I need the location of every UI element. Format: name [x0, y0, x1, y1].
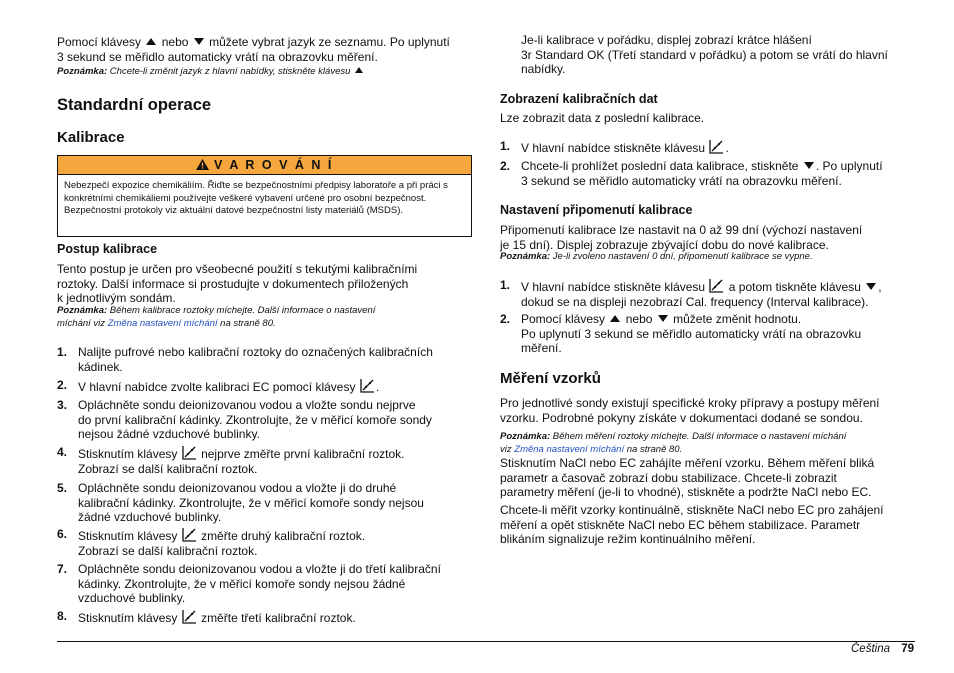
- footer-divider: [57, 641, 915, 642]
- down-arrow-icon: [194, 38, 204, 45]
- nacl-measurement-text: Stisknutím NaCl nebo EC zahájíte měření vzorku. Během měření bliká parametr a časovač zobrazí dobu stabilizace. Chcete-li zobrazit parametry měření (je-li to vhodné), stiskněte a podržte NaCl nebo EC.: [500, 456, 875, 499]
- warning-box: [57, 155, 472, 237]
- continuous-measurement-text: Chcete-li měřit vzorky kontinuálně, stiskněte NaCl nebo EC pro zahájení měření a opět stiskněte NaCl nebo EC během stabilizace. Parametr blikáním signalizuje režim kontinuálního měření.: [500, 503, 884, 546]
- calibration-key-icon: [709, 139, 724, 154]
- calibration-key-icon: [182, 527, 197, 542]
- measurement-intro: Pro jednotlivé sondy existují specifické kroky přípravy a postupy měření vzorku. Podrobné pokyny získáte v dokumentaci dodané se sondou.: [500, 396, 880, 425]
- link-stirring-settings[interactable]: Změna nastavení míchání: [514, 443, 625, 455]
- view-data-text: Lze zobrazit data z poslední kalibrace.: [500, 111, 705, 125]
- note-language: Poznámka: Chcete-li změnit jazyk z hlavní nabídky, stiskněte klávesu: [57, 66, 365, 79]
- warning-triangle-icon: [196, 159, 209, 170]
- note-stirring: Poznámka: Během kalibrace roztoky míchejte. Další informace o nastavení míchání viz Změna nastavení míchání na straně 80.: [57, 305, 376, 329]
- up-arrow-icon: [146, 38, 156, 45]
- heading-view-calibration-data: Zobrazení kalibračních dat: [500, 92, 658, 106]
- footer-language: Čeština: [851, 643, 890, 655]
- reminder-text: Připomenutí kalibrace lze nastavit na 0 až 99 dní (výchozí nastavení je 15 dní). Displej zobrazuje zbývající dobu do nové kalibrace.: [500, 223, 863, 252]
- heading-calibration: Kalibrace: [57, 129, 125, 146]
- warning-body: Nebezpečí expozice chemikáliím. Řiďte se bezpečnostními předpisy laboratoře a při práci s konkrétními chemikáliemi používejte veškeré vybavení určené pro osobní bezpečnost. Bezpečnostní protokoly viz aktuální datové bezpečnostní listy materiálů (MSDS).: [64, 180, 448, 216]
- warning-header: [58, 156, 471, 175]
- heading-calibration-procedure: Postup kalibrace: [57, 242, 158, 256]
- heading-sample-measurement: Měření vzorků: [500, 370, 601, 387]
- calibration-key-icon: [182, 445, 197, 460]
- calibration-key-icon: [709, 278, 724, 293]
- down-arrow-icon: [658, 315, 668, 322]
- heading-standard-operations: Standardní operace: [57, 96, 212, 114]
- link-stirring-settings[interactable]: Změna nastavení míchání: [107, 317, 218, 329]
- heading-calibration-reminder: Nastavení připomenutí kalibrace: [500, 203, 693, 217]
- procedure-intro: Tento postup je určen pro všeobecné použití s tekutými kalibračními roztoky. Další informace si prostudujte v dokumentech přiložených k jednotlivým sondám.: [57, 262, 418, 305]
- note-reminder: Poznámka: Je-li zvoleno nastavení 0 dní, připomenutí kalibrace se vypne.: [500, 251, 813, 262]
- down-arrow-icon: [866, 283, 876, 290]
- page-number: 79: [901, 643, 914, 655]
- down-arrow-icon: [804, 162, 814, 169]
- intro-paragraph: Pomocí klávesy nebo můžete vybrat jazyk ze seznamu. Po uplynutí 3 sekund se měřidlo automaticky vrátí na obrazovku měření.: [57, 35, 450, 64]
- up-arrow-icon: [610, 315, 620, 322]
- calibration-ok-text: Je-li kalibrace v pořádku, displej zobrazí krátce hlášení 3r Standard OK (Třetí standard v pořádku) a potom se vrátí do hlavní nabídky.: [521, 33, 888, 76]
- note-measurement-stirring: Poznámka: Během měření roztoky míchejte. Další informace o nastavení míchání viz Změna nastavení míchání na straně 80.: [500, 431, 847, 455]
- calibration-key-icon: [182, 609, 197, 624]
- up-arrow-icon: [355, 67, 363, 73]
- warning-title: V A R O V Á N Í: [214, 158, 334, 172]
- page-footer: [851, 643, 914, 655]
- calibration-key-icon: [360, 378, 375, 393]
